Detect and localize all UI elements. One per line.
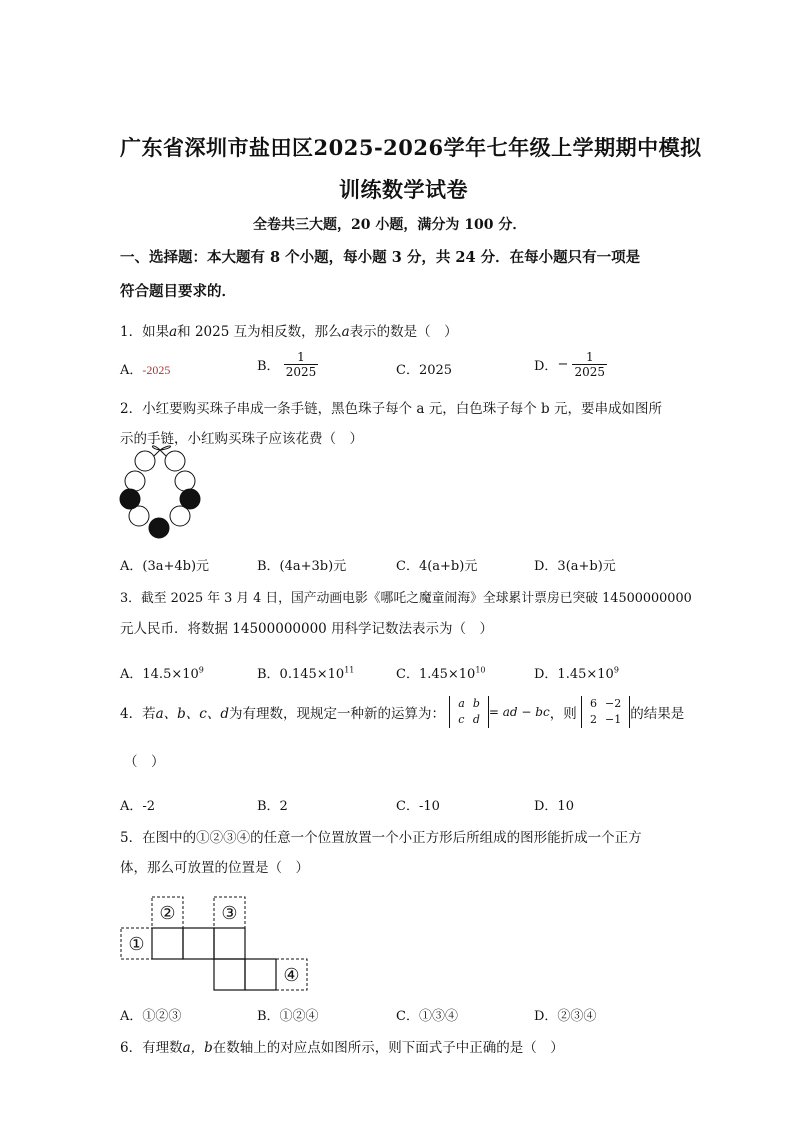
q1-option-c[interactable]: C．2025	[396, 363, 453, 378]
question-3-line-2: 元人民币．将数据 14500000000 用科学记数法表示为（ ）	[120, 621, 494, 637]
title-line-2: 训练数学试卷	[339, 177, 468, 202]
q3-option-b[interactable]: B．$0.145\times 10^{11}$	[257, 665, 355, 682]
q2-option-d[interactable]: D．3(a+b)元	[534, 559, 616, 574]
question-2-line-2: 示的手链，小红购买珠子应该花费（ ）	[120, 431, 363, 447]
bead-white	[125, 471, 145, 491]
q5-option-c[interactable]: C．①③④	[396, 1009, 458, 1024]
q3-option-a[interactable]: A．$14.5\times 10^9$	[120, 665, 204, 682]
question-2-line-1: 2．小红要购买珠子串成一条手链，黑色珠子每个 a 元，白色珠子每个 b 元，要串成如图所	[120, 401, 662, 417]
position-1-label: ①	[128, 934, 145, 955]
q4-option-c[interactable]: C．-10	[396, 799, 440, 814]
q4-option-a[interactable]: A．-2	[120, 799, 156, 814]
title-line-1: 广东省深圳市盐田区2025-2026学年七年级上学期期中模拟	[120, 135, 702, 160]
q1-option-d[interactable]: D．− $\frac{1}{2025}$	[534, 350, 606, 379]
question-5-line-2: 体，那么可放置的位置是（ ）	[120, 860, 309, 876]
question-3-line-1: 3．截至 2025 年 3 月 4 日，国产动画电影《哪吒之魔童闹海》全球累计票房已突破 14500000000	[120, 591, 692, 606]
question-6: 6．有理数a，b在数轴上的对应点如图所示，则下面式子中正确的是（ ）	[120, 1040, 564, 1056]
bead-white	[175, 471, 195, 491]
position-3-label: ③	[221, 903, 238, 924]
section-1-heading: 一、选择题：本大题有 8 个小题，每小题 3 分，共 24 分．在每小题只有一项是	[120, 249, 641, 266]
q5-option-b[interactable]: B．①②④	[257, 1009, 319, 1024]
bead-white	[135, 451, 155, 471]
position-2-label: ②	[159, 903, 176, 924]
bead-black	[149, 518, 169, 538]
question-1: 1．如果a和 2025 互为相反数，那么a表示的数是（ ）	[120, 324, 458, 340]
q4-option-d[interactable]: D．10	[534, 799, 574, 814]
determinant-definition: a b c d	[449, 696, 489, 728]
question-4-line-1: 4．若a、b、c、d为有理数，现规定一种新的运算为： a b c d = ad − bc，则 6 −2 2 −1 的结果是	[120, 697, 685, 726]
q2-option-b[interactable]: B．(4a+3b)元	[257, 559, 347, 574]
bead-black	[180, 489, 200, 509]
question-5-line-1: 5．在图中的①②③④的任意一个位置放置一个小正方形后所组成的图形能折成一个正方	[120, 830, 642, 846]
position-4-label: ④	[283, 965, 300, 986]
bead-black	[120, 489, 140, 509]
q5-option-d[interactable]: D．②③④	[534, 1009, 597, 1024]
q2-option-a[interactable]: A．(3a+4b)元	[120, 559, 210, 574]
bead-white	[165, 451, 185, 471]
cube-net-figure	[118, 894, 314, 994]
q1-option-a[interactable]: A．-2025	[120, 363, 171, 378]
q3-option-c[interactable]: C．$1.45\times 10^{10}$	[396, 665, 486, 682]
q5-option-a[interactable]: A．①②③	[120, 1009, 182, 1024]
question-4-line-2: （ ）	[124, 754, 165, 770]
q4-option-b[interactable]: B．2	[257, 799, 288, 814]
bead-bracelet-figure	[116, 440, 208, 540]
exam-subtitle: 全卷共三大题，20 小题，满分为 100 分．	[253, 217, 527, 233]
section-1-heading-cont: 符合题目要求的．	[120, 283, 236, 300]
q1-option-b[interactable]: B． $\frac{1}{2025}$	[257, 350, 317, 379]
q2-option-c[interactable]: C．4(a+b)元	[396, 559, 478, 574]
determinant-problem: 6 −2 2 −1	[581, 696, 630, 728]
q3-option-d[interactable]: D．$1.45\times 10^9$	[534, 665, 619, 682]
